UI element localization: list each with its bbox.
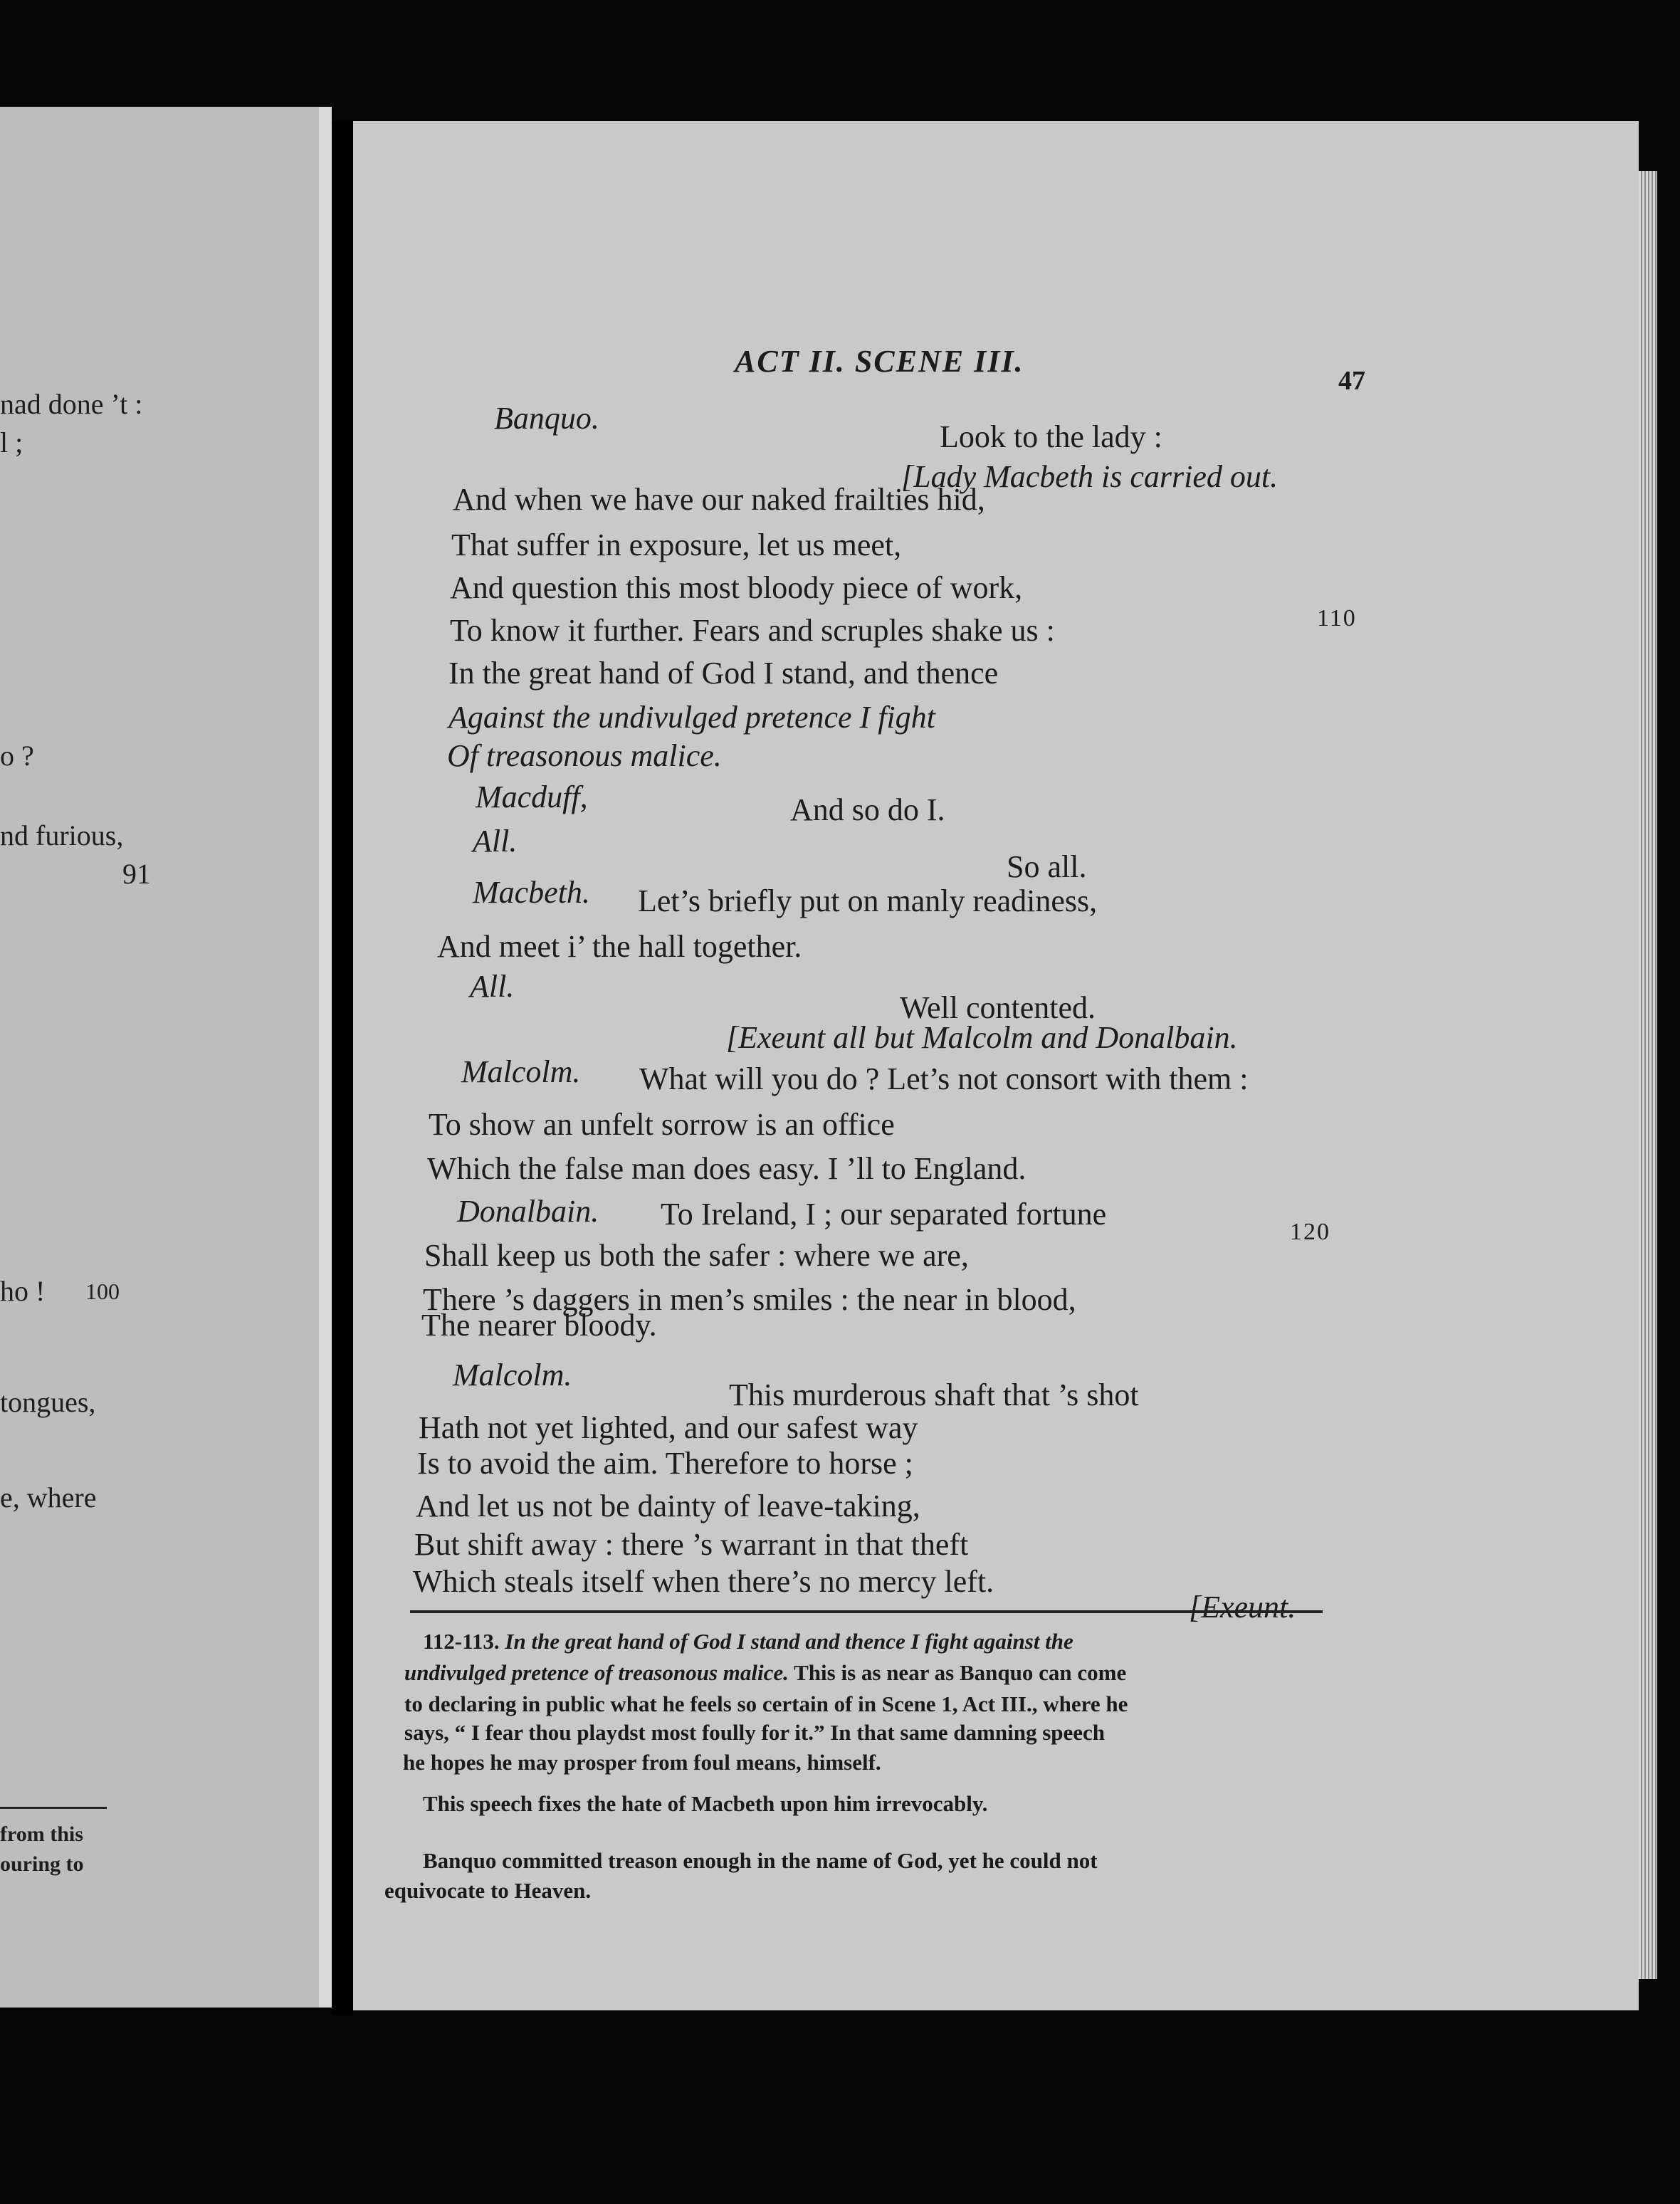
verse-line: And let us not be dainty of leave-taking, bbox=[416, 1489, 920, 1523]
verse-line: In the great hand of God I stand, and thence bbox=[448, 656, 999, 691]
verse-line: Is to avoid the aim. Therefore to horse ; bbox=[417, 1446, 913, 1481]
verse-line: This murderous shaft that ’s shot bbox=[729, 1378, 1139, 1412]
stage-direction: [Lady Macbeth is carried out. bbox=[901, 459, 1279, 494]
footnote-paragraph: Banquo committed treason enough in the name of God, yet he could not bbox=[423, 1848, 1098, 1873]
left-footnote-line: ouring to bbox=[0, 1852, 84, 1876]
left-fragment-line: l ; bbox=[0, 426, 23, 458]
left-fragment-line: nad done ’t : bbox=[0, 388, 143, 420]
previous-page-fragment bbox=[0, 107, 319, 2008]
left-footnote-line: from this bbox=[0, 1822, 83, 1846]
verse-line: Which steals itself when there’s no mercy left. bbox=[413, 1564, 994, 1599]
footnote-quote: undivulged pretence of treasonous malice. bbox=[404, 1660, 789, 1685]
left-fragment-line: ho ! bbox=[0, 1275, 46, 1307]
left-fragment-line: o ? bbox=[0, 740, 34, 772]
footnote-rule bbox=[410, 1610, 1323, 1613]
verse-line: Of treasonous malice. bbox=[447, 738, 722, 773]
footnote-ref: 112-113. bbox=[423, 1629, 500, 1654]
left-fragment-line-number: 91 bbox=[122, 858, 151, 890]
footnote-line: to declaring in public what he feels so certain of in Scene 1, Act III., where he bbox=[404, 1691, 1128, 1716]
speaker-name: Malcolm. bbox=[453, 1358, 572, 1392]
verse-line: Hath not yet lighted, and our safest way bbox=[419, 1410, 918, 1445]
left-footnote-rule bbox=[0, 1807, 107, 1809]
speaker-name: Donalbain. bbox=[457, 1194, 599, 1229]
speaker-name: Macbeth. bbox=[473, 875, 590, 910]
verse-line: To know it further. Fears and scruples shake us : bbox=[450, 613, 1055, 648]
speaker-name: All. bbox=[470, 969, 515, 1004]
verse-line: There ’s daggers in men’s smiles : the near in blood, bbox=[423, 1282, 1076, 1317]
verse-line: The nearer bloody. bbox=[421, 1308, 657, 1343]
page-number: 47 bbox=[1338, 366, 1365, 396]
speaker-name: All. bbox=[473, 824, 518, 859]
footnote-line bbox=[404, 1662, 1126, 1684]
page-edges bbox=[1639, 171, 1657, 1979]
verse-line: Shall keep us both the safer : where we are, bbox=[424, 1238, 969, 1273]
verse-line: And so do I. bbox=[790, 792, 945, 827]
verse-line: And when we have our naked frailties hid, bbox=[453, 482, 985, 517]
line-number: 110 bbox=[1317, 605, 1357, 631]
verse-line: Well contented. bbox=[900, 990, 1096, 1025]
left-fragment-line-number: 100 bbox=[85, 1279, 120, 1304]
speaker-name: Malcolm. bbox=[461, 1054, 581, 1089]
verse-line: Look to the lady : bbox=[940, 419, 1162, 454]
running-head: ACT II. SCENE III. bbox=[735, 344, 1024, 379]
line-number: 120 bbox=[1290, 1219, 1330, 1245]
verse-line: And meet i’ the hall together. bbox=[437, 929, 802, 964]
page-edge bbox=[319, 107, 332, 2008]
footnote-paragraph: This speech fixes the hate of Macbeth upon him irrevocably. bbox=[423, 1791, 988, 1816]
verse-line: That suffer in exposure, let us meet, bbox=[451, 528, 902, 562]
stage-direction: [Exeunt all but Malcolm and Donalbain. bbox=[726, 1020, 1238, 1055]
verse-line: What will you do ? Let’s not consort with them : bbox=[639, 1061, 1249, 1096]
footnote-quote: In the great hand of God I stand and thence I fight against the bbox=[505, 1629, 1073, 1654]
footnote-line bbox=[423, 1630, 1073, 1652]
verse-line: To Ireland, I ; our separated fortune bbox=[661, 1197, 1107, 1232]
verse-line: Which the false man does easy. I ’ll to England. bbox=[427, 1151, 1027, 1186]
footnote-line: says, “ I fear thou playdst most foully for it.” In that same damning speech bbox=[404, 1720, 1106, 1745]
verse-line: But shift away : there ’s warrant in that theft bbox=[414, 1527, 969, 1562]
verse-line: To show an unfelt sorrow is an office bbox=[429, 1107, 895, 1142]
speaker-name: Banquo. bbox=[494, 401, 599, 436]
verse-line: And question this most bloody piece of work, bbox=[450, 570, 1023, 605]
left-fragment-line: nd furious, bbox=[0, 819, 124, 851]
left-fragment-line: e, where bbox=[0, 1481, 97, 1513]
speaker-name: Macduff, bbox=[476, 780, 588, 814]
book-gutter bbox=[332, 121, 353, 2015]
verse-line: So all. bbox=[1007, 849, 1087, 884]
left-fragment-line: tongues, bbox=[0, 1386, 96, 1418]
footnote-line: he hopes he may prosper from foul means, himself. bbox=[403, 1750, 881, 1775]
verse-line: Let’s briefly put on manly readiness, bbox=[638, 883, 1098, 918]
verse-line: Against the undivulged pretence I fight bbox=[448, 700, 935, 735]
stage-direction: [Exeunt. bbox=[1189, 1590, 1296, 1625]
footnote-text: This is as near as Banquo can come bbox=[794, 1660, 1127, 1685]
footnote-paragraph: equivocate to Heaven. bbox=[384, 1878, 592, 1903]
